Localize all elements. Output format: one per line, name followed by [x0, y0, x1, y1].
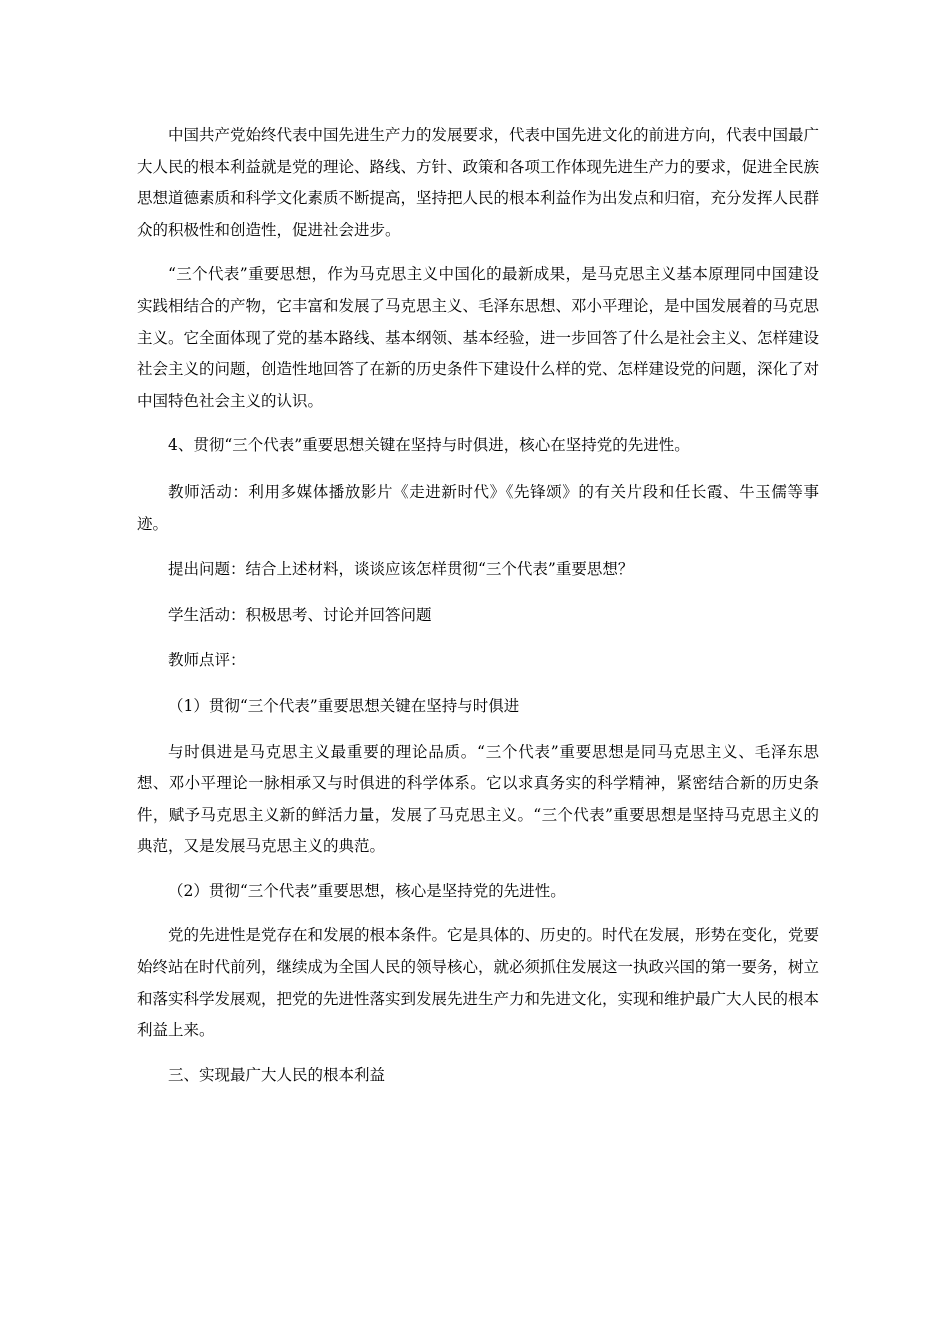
- paragraph-1: 中国共产党始终代表中国先进生产力的发展要求，代表中国先进文化的前进方向，代表中国最广大人民的根本利益就是党的理论、路线、方针、政策和各项工作体现先进生产力的要求，促进全民族思想道德素质和科学文化素质不断提高，坚持把人民的根本利益作为出发点和归宿，充分发挥人民群众的积极性和创造性，促进社会进步。: [137, 126, 820, 239]
- paragraph-10: （2）贯彻“三个代表”重要思想，核心是坚持党的先进性。: [168, 881, 566, 900]
- paragraph-8: （1）贯彻“三个代表”重要思想关键在坚持与时俱进: [168, 696, 520, 715]
- paragraph-2: “三个代表”重要思想，作为马克思主义中国化的最新成果，是马克思主义基本原理同中国建设实践相结合的产物，它丰富和发展了马克思主义、毛泽东思想、邓小平理论，是中国发展着的马克思主义。它全面体现了党的基本路线、基本纲领、基本经验，进一步回答了什么是社会主义、怎样建设社会主义的问题，创造性地回答了在新的历史条件下建设什么样的党、怎样建设党的问题，深化了对中国特色社会主义的认识。: [137, 265, 820, 410]
- paragraph-7: 教师点评：: [168, 651, 246, 670]
- paragraph-6: 学生活动：积极思考、讨论并回答问题: [168, 605, 432, 624]
- paragraph-9: 与时俱进是马克思主义最重要的理论品质。“三个代表”重要思想是同马克思主义、毛泽东思想、邓小平理论一脉相承又与时俱进的科学体系。它以求真务实的科学精神，紧密结合新的历史条件，赋予马克思主义新的鲜活力量，发展了马克思主义。“三个代表”重要思想是坚持马克思主义的典范，又是发展马克思主义的典范。: [137, 742, 819, 856]
- paragraph-4: 教师活动：利用多媒体播放影片《走进新时代》《先锋颂》的有关片段和任长霞、牛玉儒等事迹。: [137, 482, 819, 533]
- section-heading-3: 三、实现最广大人民的根本利益: [168, 1065, 386, 1084]
- paragraph-5: 提出问题：结合上述材料，谈谈应该怎样贯彻“三个代表”重要思想？: [168, 560, 634, 579]
- paragraph-11: 党的先进性是党存在和发展的根本条件。它是具体的、历史的。时代在发展，形势在变化，党要始终站在时代前列，继续成为全国人民的领导核心，就必须抓住发展这一执政兴国的第一要务，树立和落实科学发展观，把党的先进性落实到发展先进生产力和先进文化，实现和维护最广大人民的根本利益上来。: [137, 926, 820, 1040]
- document-body: [137, 120, 819, 1091]
- paragraph-3: 4、贯彻“三个代表”重要思想关键在坚持与时俱进，核心在坚持党的先进性。: [168, 436, 690, 455]
